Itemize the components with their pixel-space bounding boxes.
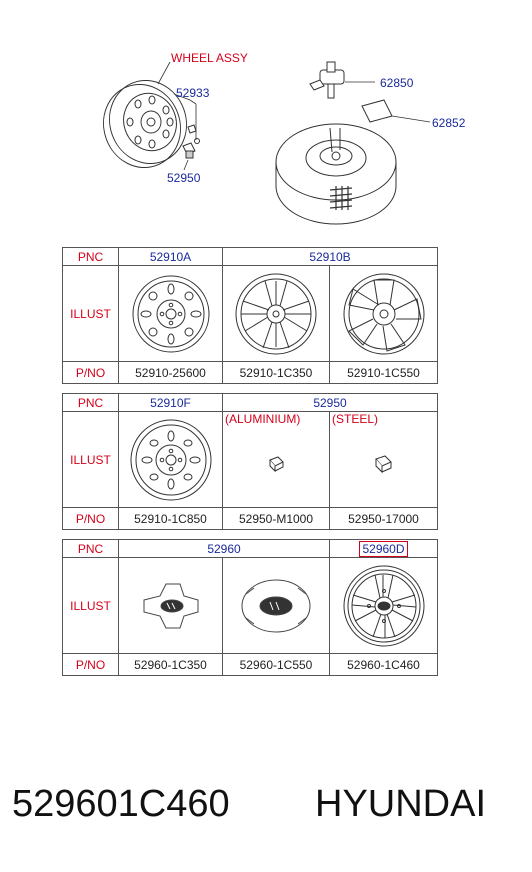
illust-cell (223, 412, 330, 508)
pno-label: P/NO (63, 654, 119, 676)
parts-table-2 (62, 393, 438, 530)
pnc-52960D (330, 540, 438, 558)
pnc-52910A: 52910A (119, 248, 223, 266)
part-number-cell: 52960-1C460 (330, 654, 438, 676)
alloy-wheel-icon (339, 269, 429, 359)
illust-cell (119, 266, 223, 362)
steel-wheel-icon (126, 415, 216, 505)
illust-cell (330, 412, 438, 508)
part-number-cell: 52960-1C350 (119, 654, 223, 676)
pnc-52910B: 52910B (223, 248, 438, 266)
wheel-assy-label: WHEEL ASSY (171, 51, 248, 65)
pnc-label: PNC (63, 248, 119, 266)
footer-brand: HYUNDAI (315, 783, 487, 825)
alloy-wheel-icon (231, 269, 321, 359)
hub-cap-icon (136, 576, 206, 636)
aluminium-label: (ALUMINIUM) (225, 412, 301, 426)
illust-cell (330, 558, 438, 654)
highlighted-pnc: 52960D (359, 541, 407, 557)
pnc-label: PNC (63, 394, 119, 412)
illust-cell (119, 412, 223, 508)
steel-label: (STEEL) (332, 412, 379, 426)
wheel-cover-icon (339, 561, 429, 651)
hub-cap-icon (238, 574, 314, 638)
illust-cell (119, 558, 223, 654)
pnc-52910F: 52910F (119, 394, 223, 412)
callout-52950: 52950 (167, 171, 201, 185)
lug-nut-icon (372, 452, 396, 476)
wheel-assembly-diagram (0, 0, 532, 230)
steel-wheel-icon (126, 269, 216, 359)
pno-label: P/NO (63, 508, 119, 530)
lug-nut-icon (266, 454, 286, 474)
wheel-assembly-illustration (0, 0, 532, 230)
illust-cell (223, 266, 330, 362)
part-number-cell: 52950-M1000 (223, 508, 330, 530)
footer-part-number: 529601C460 (12, 783, 230, 825)
callout-62850: 62850 (380, 76, 414, 90)
part-number-cell: 52910-1C350 (223, 362, 330, 384)
pnc-label: PNC (63, 540, 119, 558)
parts-table-1 (62, 247, 438, 384)
part-number-cell: 52910-25600 (119, 362, 223, 384)
pnc-52960: 52960 (119, 540, 330, 558)
callout-52933: 52933 (176, 86, 210, 100)
callout-62852: 62852 (432, 116, 466, 130)
illust-label: ILLUST (63, 412, 119, 508)
illust-label: ILLUST (63, 558, 119, 654)
part-number-cell: 52910-1C850 (119, 508, 223, 530)
pno-label: P/NO (63, 362, 119, 384)
illust-cell (223, 558, 330, 654)
parts-table-3 (62, 539, 438, 676)
part-number-cell: 52910-1C550 (330, 362, 438, 384)
pnc-52950: 52950 (223, 394, 438, 412)
part-number-cell: 52960-1C550 (223, 654, 330, 676)
part-number-cell: 52950-17000 (330, 508, 438, 530)
illust-cell (330, 266, 438, 362)
illust-label: ILLUST (63, 266, 119, 362)
